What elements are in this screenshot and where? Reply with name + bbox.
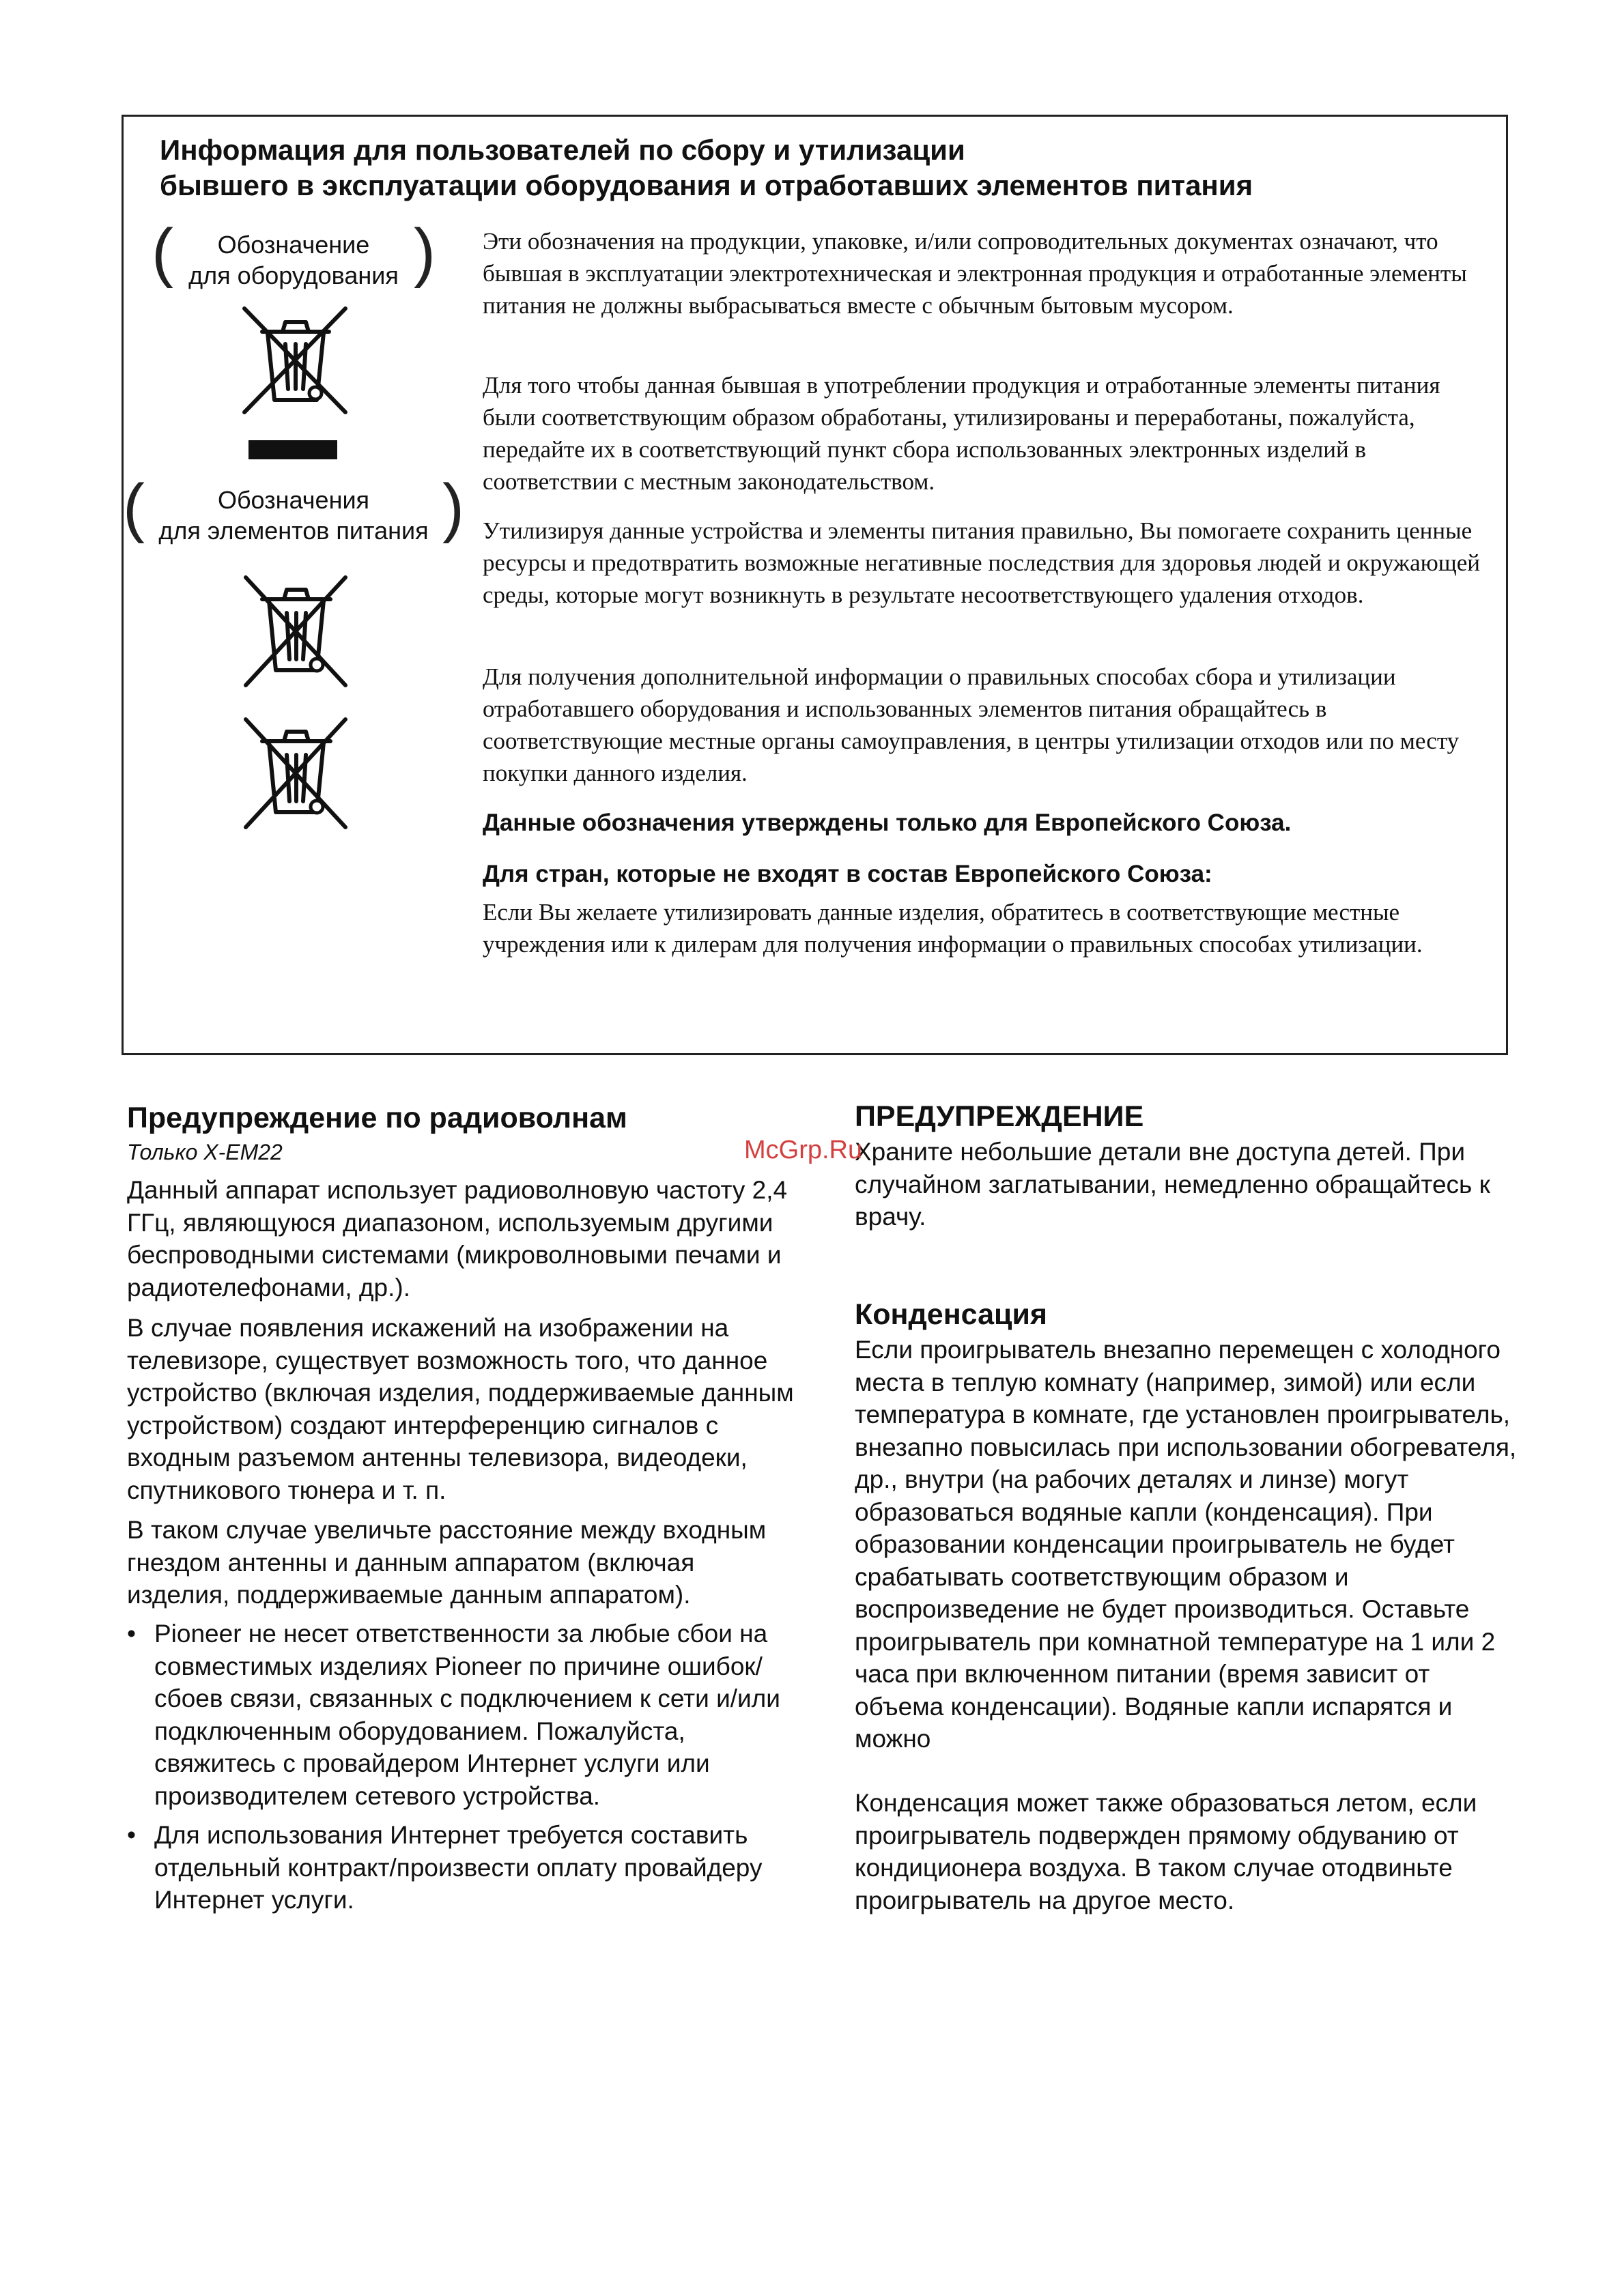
watermark: McGrp.Ru [744, 1136, 863, 1164]
right-parenthesis: ) [414, 216, 436, 289]
right-parenthesis: ) [442, 471, 464, 544]
condensation-paragraph-1: Если проигрыватель внезапно перемещен с холодного места в теплую комнату (например, зимой) или если температура в комнате, где установлен проигрыватель, внезапно повысилась при использовании обогревателя, др., внутри (на рабочих деталях и линзе) могут образоваться водяные капли (конденсация). При образовании конденсации проигрыватель не будет срабатывать соответствующим образом и воспроизведение не будет производиться. Оставьте проигрыватель при комнатной температуре на 1 или 2 часа при включенном питании (время зависит от объема конденсации). Водяные капли испарятся и можно [855, 1336, 1517, 1753]
condensation-paragraph-2: Конденсация может также образоваться летом, если проигрыватель подвержден прямому обдуванию от кондиционера воздуха. В таком случае отодвиньте проигрыватель на другое место. [855, 1789, 1477, 1914]
crossed-bin-icon [240, 304, 350, 416]
non-eu-paragraph: Если Вы желаете утилизировать данные изделия, обратитесь в соответствующие местные учреждения или к дилерам для получения информации о правильных способах утилизации. [483, 899, 1423, 958]
radio-paragraph-2: В случае появления искажений на изображении на телевизоре, существует возможность того, что данное устройство (включая изделия, поддерживаемые данным устройством) создают интерференцию сигналов с входным разъемом антенны телевизора, видеодеки, спутникового тюнера и т. п. [127, 1314, 794, 1504]
disposal-paragraph-2: Для того чтобы данная бывшая в употреблении продукция и отработанные элементы питания были соответствующим образом обработаны, утилизированы и переработаны, пожалуйста, передайте их в соответствующий пункт сбора использованных электронных изделий в соответствии с местным законодательством. [483, 372, 1440, 495]
non-eu-heading: Для стран, которые не входят в состав Европейского Союза: [483, 861, 1212, 887]
disposal-paragraph-1: Эти обозначения на продукции, упаковке, и/или сопроводительных документах означают, что бывшая в эксплуатации электротехническая и электронная продукция и отработанные элементы питания не должны выбрасываться вместе с обычным бытовым мусором. [483, 228, 1467, 319]
eu-only-note: Данные обозначения утверждены только для Европейского Союза. [483, 809, 1292, 836]
disposal-title-line-2: бывшего в эксплуатации оборудования и отработавших элементов питания [160, 169, 1253, 201]
condensation-heading: Конденсация [855, 1298, 1047, 1331]
left-parenthesis: ( [152, 216, 173, 289]
list-item [127, 1618, 796, 1812]
bullet-text: Pioneer не несет ответственности за любые сбои на совместимых изделиях Pioneer по причине ошибок/сбоев связи, связанных с подключением к сети и/или подключенным оборудованием. Пожалуйста, свяжитесь с провайдером Интернет услуги или производителем сетевого устройства. [154, 1620, 780, 1810]
disposal-paragraph-4: Для получения дополнительной информации о правильных способах сбора и утилизации отработавшего оборудования и использованных элементов питания обращайтесь в соответствующие местные органы самоуправления, в центры утилизации отходов или по месту покупки данного изделия. [483, 663, 1460, 786]
crossed-bin-battery-icon [240, 572, 350, 689]
bullet-text: Для использования Интернет требуется составить отдельный контракт/произвести оплату провайдеру Интернет услуги. [154, 1821, 763, 1914]
radio-paragraph-3: В таком случае увеличьте расстояние между входным гнездом антенны и данным аппаратом (включая изделия, поддерживаемые данным аппаратом). [127, 1516, 767, 1609]
crossed-bin-battery-icon [240, 714, 350, 831]
disposal-title [160, 132, 1491, 203]
model-note: Только X-EM22 [127, 1140, 283, 1164]
equipment-symbol-label: Обозначение для оборудования [188, 231, 399, 289]
radio-warning-heading: Предупреждение по радиоволнам [127, 1102, 627, 1134]
battery-symbol-label: Обозначения для элементов питания [158, 486, 429, 545]
bullet-mark: • [127, 1821, 136, 1849]
warning-text: Храните небольшие детали вне доступа детей. При случайном заглатывании, немедленно обращайтесь к врачу. [855, 1138, 1490, 1231]
warning-heading: ПРЕДУПРЕЖДЕНИЕ [855, 1100, 1144, 1133]
disposal-title-line-1: Информация для пользователей по сбору и утилизации [160, 134, 965, 166]
black-bar [248, 440, 337, 459]
bullet-mark: • [127, 1620, 136, 1648]
list-item [127, 1819, 796, 1917]
disposal-paragraph-3: Утилизируя данные устройства и элементы питания правильно, Вы помогаете сохранить ценные ресурсы и предотвратить возможные негативные последствия для здоровья людей и окружающей среды, которые могут возникнуть в результате несоответствующего удаления отходов. [483, 517, 1481, 608]
radio-paragraph-1: Данный аппарат использует радиоволновую частоту 2,4 ГГц, являющуюся диапазоном, используемым другими беспроводными системами (микроволновыми печами и радиотелефонами, др.). [127, 1176, 788, 1302]
left-parenthesis: ( [123, 471, 145, 544]
